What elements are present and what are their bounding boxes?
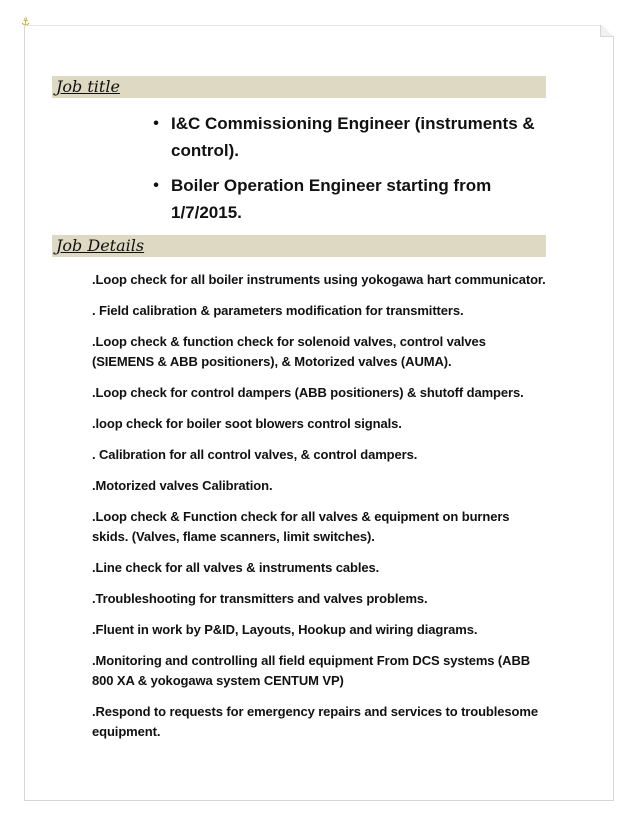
job-title-item (151, 110, 541, 164)
bullet-icon: • (153, 177, 159, 194)
job-title-text: Boiler Operation Engineer starting from 1/7/2015. (171, 176, 492, 222)
job-details-item: .Motorized valves Calibration. (92, 478, 273, 493)
anchor-icon: ⚓︎ (21, 17, 30, 28)
job-title-text: I&C Commissioning Engineer (instruments & control). (171, 114, 535, 160)
job-details-heading: Job Details (52, 235, 546, 257)
job-details-item: .Fluent in work by P&ID, Layouts, Hookup and wiring diagrams. (92, 622, 478, 637)
job-details-list (92, 270, 549, 753)
job-details-item: .Troubleshooting for transmitters and valves problems. (92, 591, 428, 606)
bullet-icon: • (153, 115, 159, 132)
job-details-item: .Respond to requests for emergency repairs and services to troublesome equipment. (92, 704, 538, 739)
job-details-item: . Calibration for all control valves, & control dampers. (92, 447, 418, 462)
job-title-list (151, 110, 541, 234)
job-details-item: .loop check for boiler soot blowers control signals. (92, 416, 402, 431)
job-title-heading: Job title (52, 76, 546, 98)
job-details-item: .Line check for all valves & instruments cables. (92, 560, 380, 575)
job-details-item: .Monitoring and controlling all field equipment From DCS systems (ABB 800 XA & yokogawa system CENTUM VP) (92, 653, 531, 688)
job-details-item: .Loop check for control dampers (ABB positioners) & shutoff dampers. (92, 385, 524, 400)
job-title-item (151, 172, 541, 226)
job-details-item: .Loop check & Function check for all valves & equipment on burners skids. (Valves, flame scanners, limit switches). (92, 509, 510, 544)
job-details-item: .Loop check & function check for solenoid valves, control valves (SIEMENS & ABB positioners), & Motorized valves (AUMA). (92, 334, 486, 369)
page-corner-fold (600, 25, 614, 37)
job-details-item: . Field calibration & parameters modification for transmitters. (92, 303, 464, 318)
job-details-item: .Loop check for all boiler instruments using yokogawa hart communicator. (92, 272, 546, 287)
